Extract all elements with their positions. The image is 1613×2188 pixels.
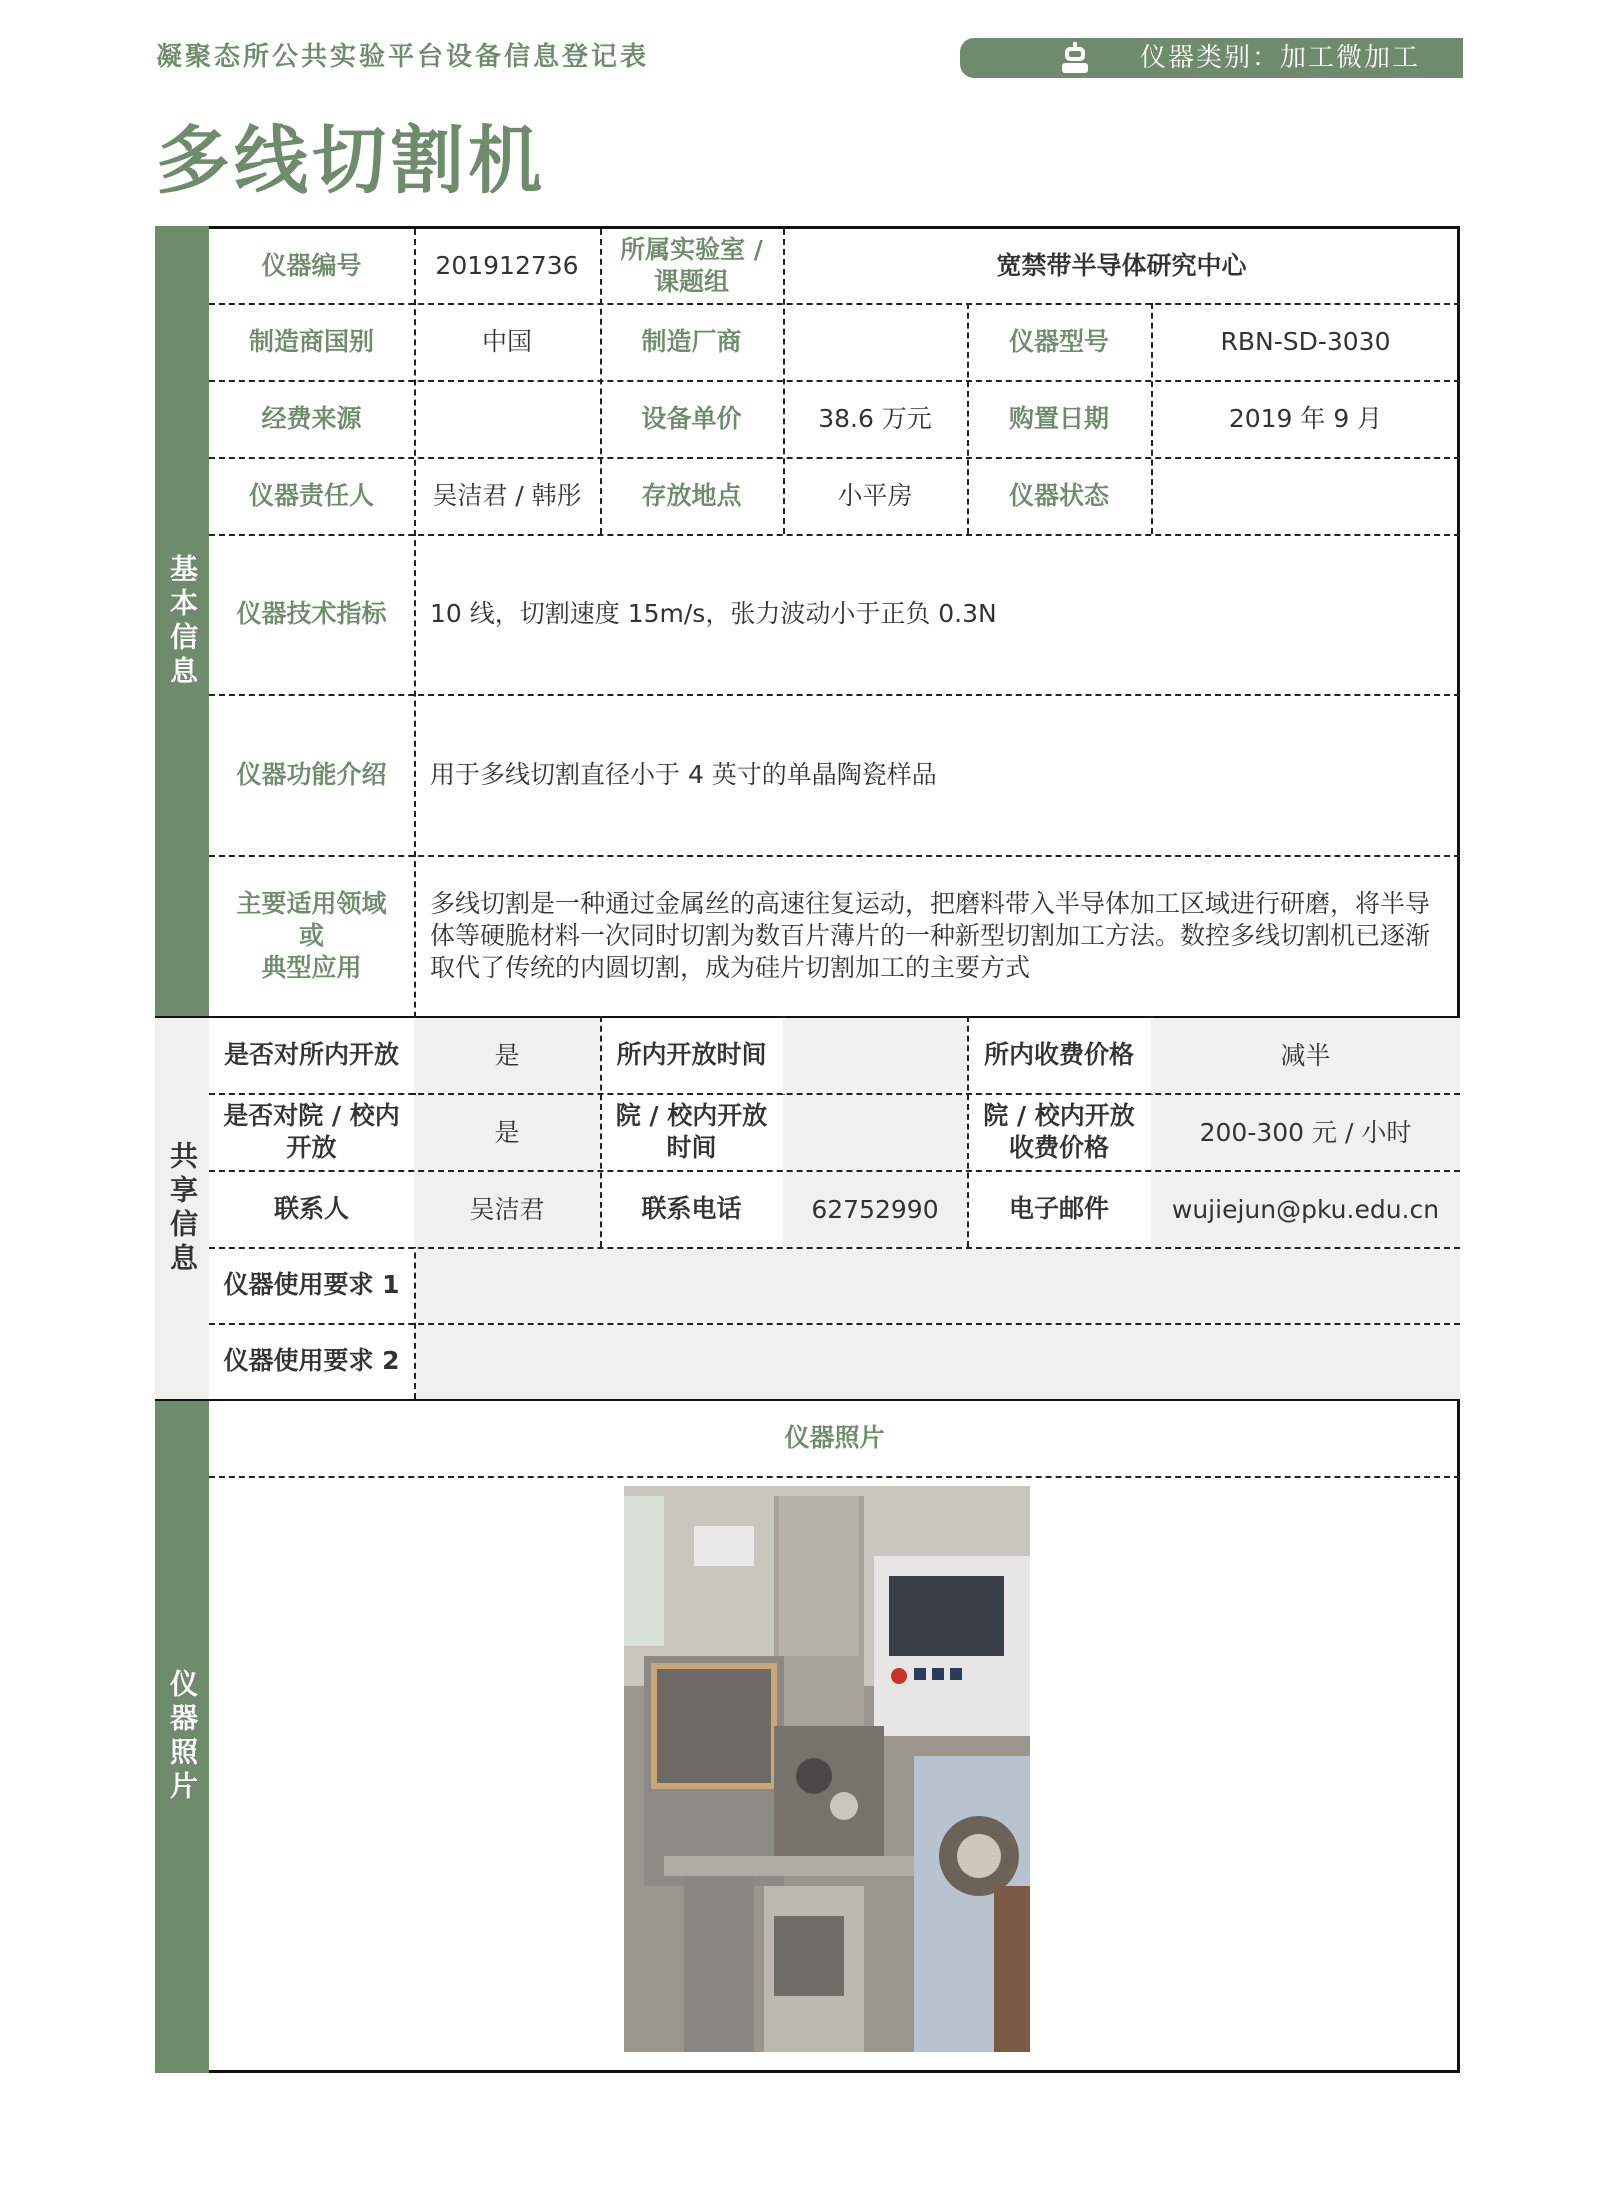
lab-value: 宽禁带半导体研究中心	[996, 251, 1247, 280]
phone-value: 62752990	[783, 1172, 967, 1247]
open-university-time-value	[783, 1095, 967, 1170]
open-institute-time-label: 所内开放时间	[616, 1039, 767, 1069]
institute-fee-value: 减半	[1151, 1018, 1460, 1093]
application-label-line-3: 典型应用	[261, 952, 362, 982]
price-label: 设备单价	[641, 403, 742, 433]
owner-value: 吴洁君 / 韩彤	[432, 480, 582, 510]
university-fee-value: 200-300 元 / 小时	[1151, 1095, 1460, 1170]
open-university-time-label: 院 / 校内开放时间	[615, 1100, 768, 1162]
location-label: 存放地点	[641, 480, 742, 510]
application-value: 多线切割是一种通过金属丝的高速往复运动，把磨料带入半导体加工区域进行研磨，将半导体等硬脆材料一次同时切割为数百片薄片的一种新型切割加工方法。数控多线切割机已逐渐取代了传统的内圆切割，成为硅片切割加工的主要方式	[430, 888, 1431, 982]
country-value: 中国	[481, 326, 532, 356]
photo-header: 仪器照片	[784, 1423, 885, 1452]
function-label: 仪器功能介绍	[236, 759, 387, 789]
instrument-name: 多线切割机	[156, 118, 546, 204]
robot-icon	[1060, 42, 1090, 74]
contact-value: 吴洁君	[414, 1172, 600, 1247]
fund-label: 经费来源	[261, 403, 362, 433]
section-photo: 仪器照片	[155, 1400, 209, 2073]
open-institute-time-value	[783, 1018, 967, 1093]
model-label: 仪器型号	[1008, 326, 1109, 356]
university-fee-label: 院 / 校内开放收费价格	[983, 1100, 1135, 1162]
email-label: 电子邮件	[1008, 1193, 1109, 1223]
usage-requirement-2-value	[416, 1325, 1460, 1399]
category-label: 仪器类别：加工微加工	[1140, 43, 1421, 73]
instrument-id-value: 201912736	[435, 251, 579, 280]
owner-label: 仪器责任人	[248, 480, 374, 510]
country-label: 制造商国别	[248, 326, 374, 356]
document-title: 凝聚态所公共实验平台设备信息登记表	[156, 42, 650, 72]
maker-label: 制造厂商	[641, 326, 742, 356]
location-value: 小平房	[837, 480, 913, 510]
lab-label: 所属实验室 / 课题组	[620, 235, 763, 296]
application-label	[209, 855, 414, 1016]
usage-requirement-2-label: 仪器使用要求 2	[223, 1346, 400, 1375]
function-value: 用于多线切割直径小于 4 英寸的单晶陶瓷样品	[430, 759, 937, 789]
usage-requirement-1-value	[416, 1249, 1460, 1323]
category-banner	[960, 38, 1463, 78]
phone-label: 联系电话	[641, 1193, 742, 1223]
application-label-line-2: 或	[298, 920, 324, 950]
section-share-info: 共享信息	[155, 1017, 209, 1400]
maker-value	[783, 303, 967, 380]
model-value: RBN-SD-3030	[1220, 326, 1391, 356]
contact-label: 联系人	[273, 1193, 349, 1223]
institute-fee-label: 所内收费价格	[983, 1039, 1134, 1069]
instrument-id-label: 仪器编号	[261, 251, 362, 280]
open-institute-label: 是否对所内开放	[223, 1039, 399, 1069]
date-value: 2019 年 9 月	[1228, 403, 1383, 433]
open-institute-value: 是	[414, 1018, 600, 1093]
status-value	[1151, 457, 1460, 534]
section-basic-info: 基本信息	[155, 226, 209, 1017]
instrument-photo	[624, 1486, 1030, 2052]
email-value: wujiejun@pku.edu.cn	[1151, 1172, 1460, 1247]
application-label-line-1: 主要适用领域	[236, 888, 387, 918]
fund-value	[414, 380, 600, 457]
open-university-value: 是	[414, 1095, 600, 1170]
spec-value: 10 线，切割速度 15m/s，张力波动小于正负 0.3N	[430, 599, 997, 628]
usage-requirement-1-label: 仪器使用要求 1	[223, 1270, 400, 1299]
date-label: 购置日期	[1008, 403, 1109, 433]
spec-label: 仪器技术指标	[236, 599, 387, 628]
price-value: 38.6 万元	[818, 403, 932, 433]
open-university-label: 是否对院 / 校内开放	[223, 1100, 400, 1162]
status-label: 仪器状态	[1008, 480, 1109, 510]
